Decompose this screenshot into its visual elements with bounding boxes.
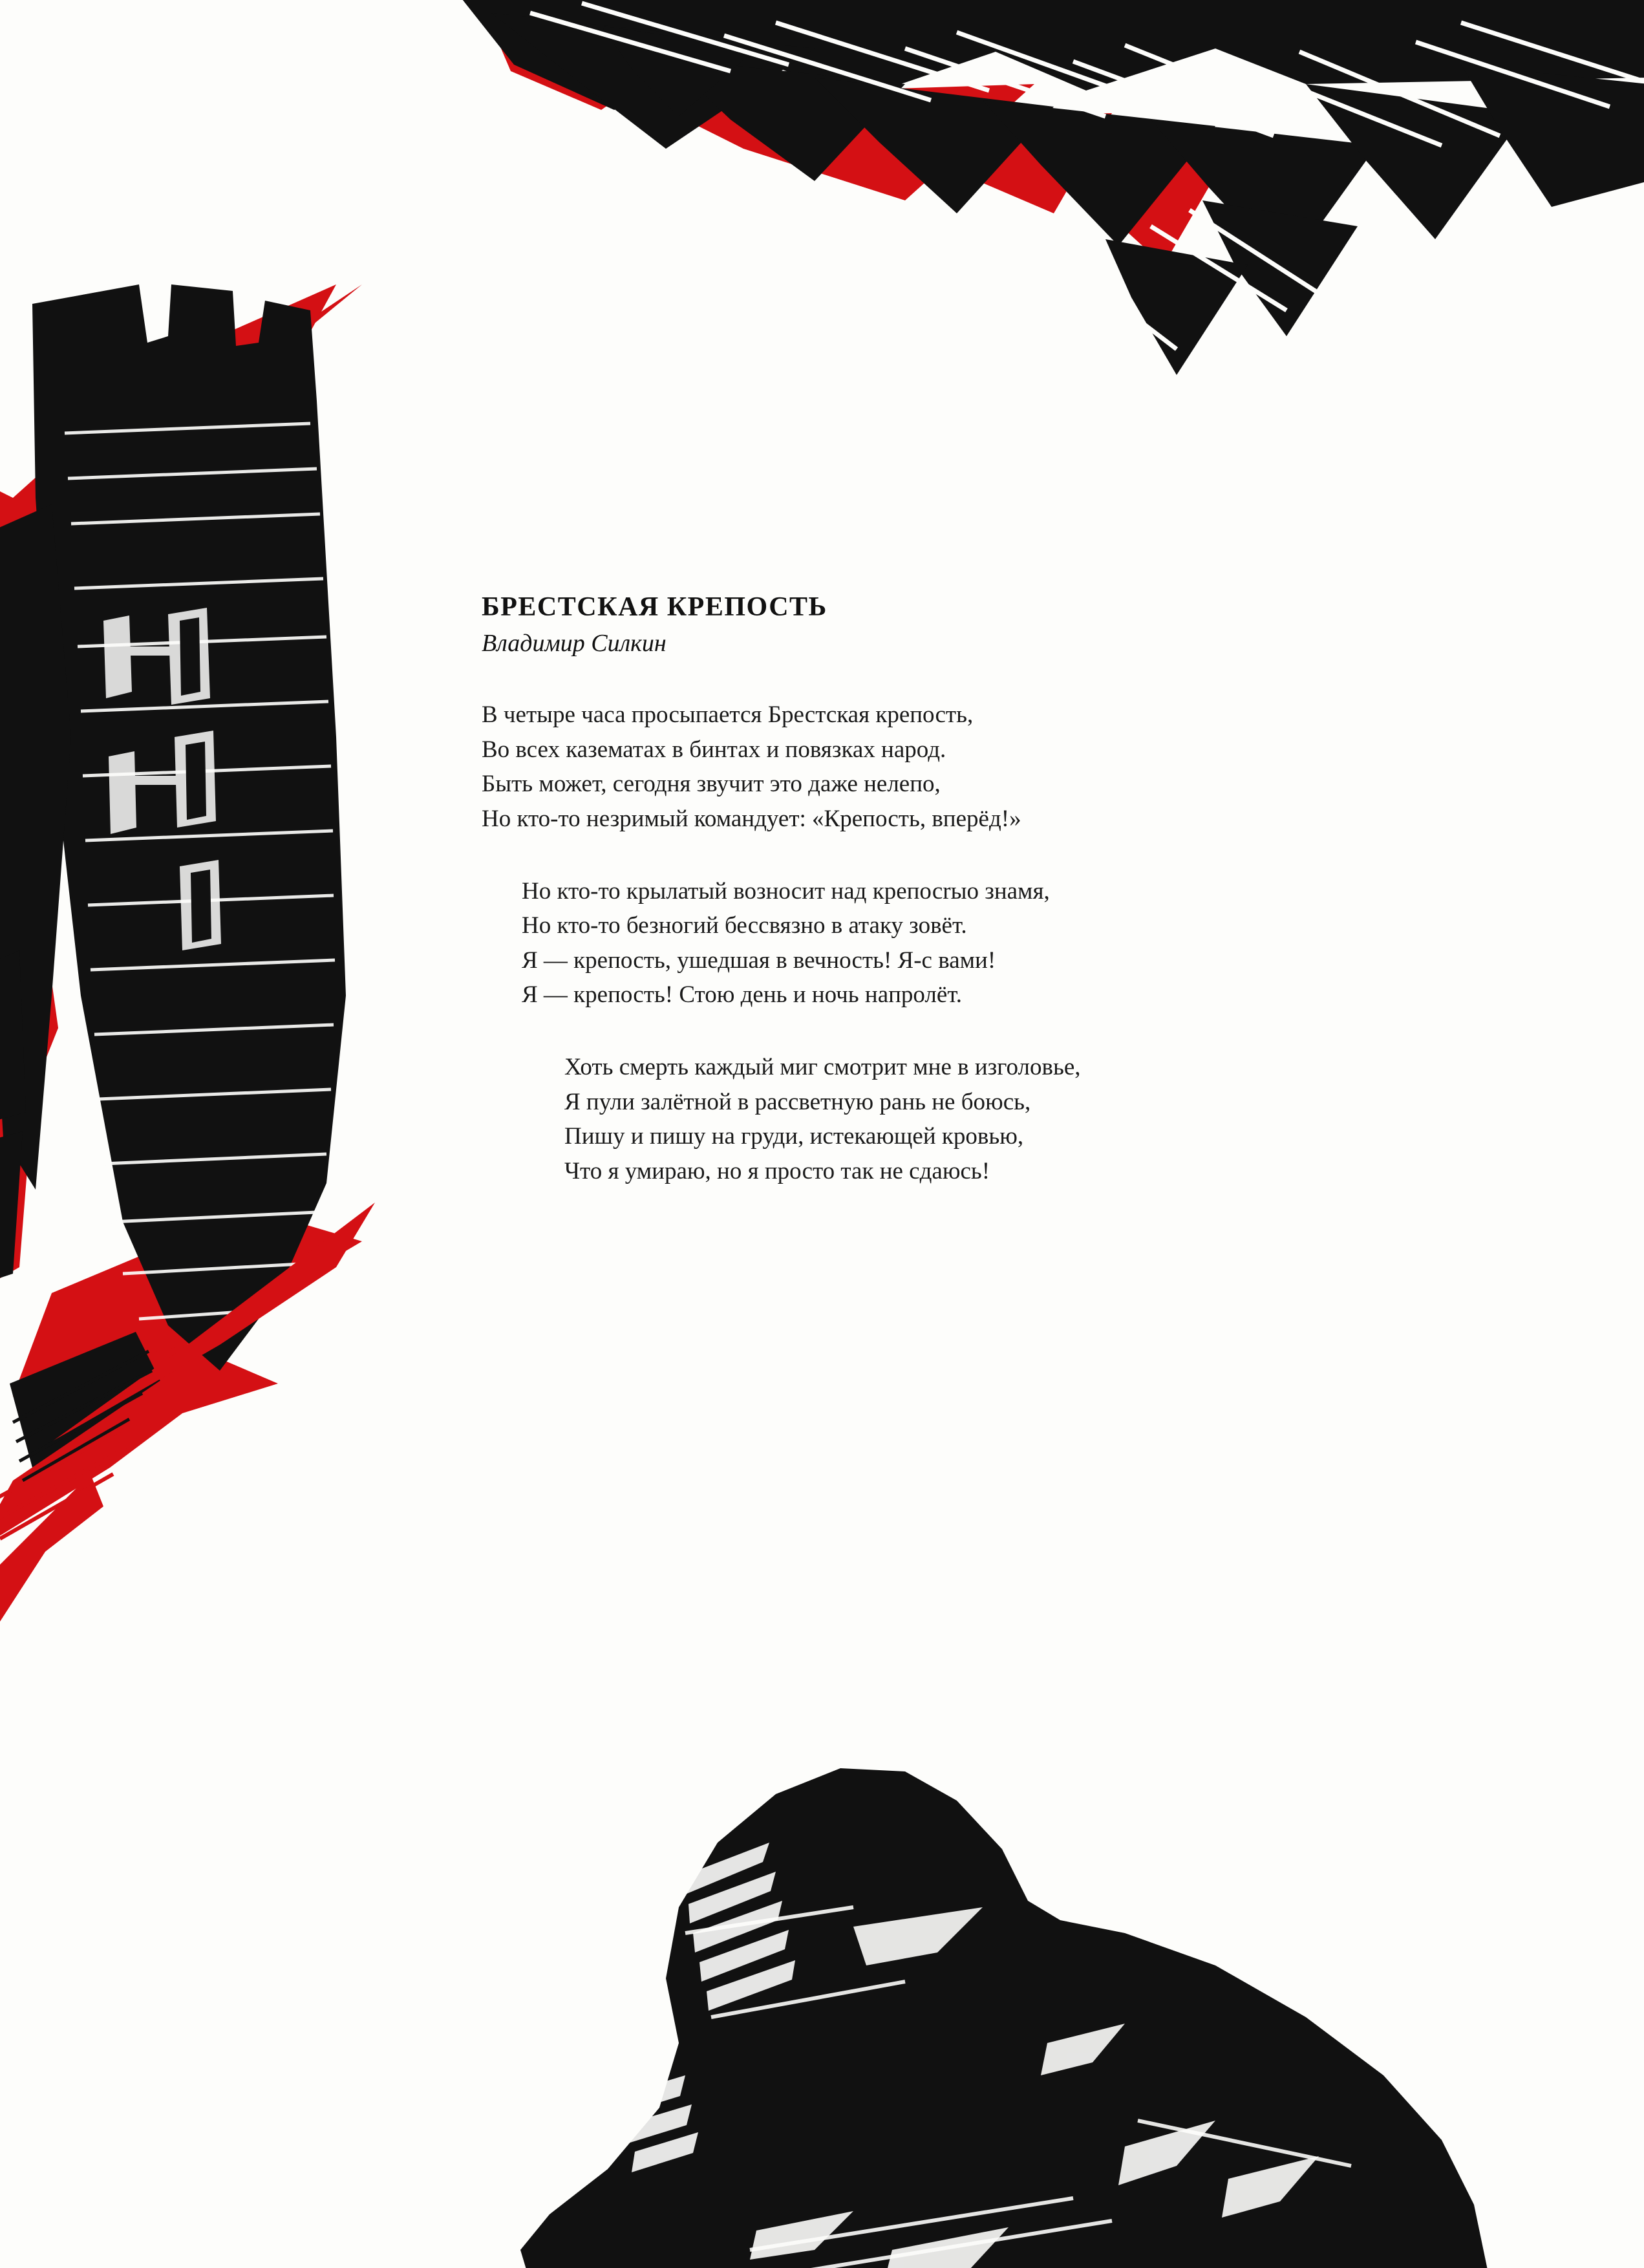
soldier-engraving-highlights (617, 1843, 1319, 2268)
black-scribble-strokes (13, 1351, 152, 1481)
poem-line: Хоть смерть каждый миг смотрит мне в изголовье, (564, 1054, 1081, 1081)
poem-line: Я пули залётной в рассветную рань не боюсь, (564, 1088, 1031, 1115)
white-highlight-strokes (530, 3, 1642, 349)
poem-line: Во всех казематах в бинтах и повязках народ. (482, 736, 946, 763)
red-background-field (0, 284, 362, 1455)
poem-text-block (482, 592, 1451, 1189)
page-title: БРЕСТСКАЯ КРЕПОСТЬ (482, 592, 827, 622)
stanza (522, 874, 1451, 1013)
stanza (564, 1050, 1451, 1189)
red-wedges (491, 26, 1235, 265)
tower-black-mass (0, 284, 346, 1468)
poem-line: Быть может, сегодня звучит это даже нелепо, (482, 771, 941, 798)
poem-line: Но кто-то безногий бессвязно в атаку зовёт. (522, 912, 967, 939)
red-scribble-strokes (0, 1429, 126, 1539)
red-lower-spikes (0, 1203, 375, 1662)
black-shards (453, 0, 1644, 375)
soldier-white-cut-lines (685, 1907, 1351, 2268)
soldier-silhouette (520, 1768, 1490, 2268)
poem-author: Владимир Силкин (482, 630, 667, 657)
tower-window-shapes (103, 608, 221, 950)
top-right-shards-illustration (453, 0, 1644, 453)
poem-line: Но кто-то крылатый возносит над крепосrыо знамя, (522, 877, 1050, 904)
left-tower-illustration (0, 284, 465, 1700)
tower-dark-detail (180, 617, 211, 943)
poem-line: В четыре часа просыпается Брестская крепость, (482, 701, 974, 728)
poem-line: Я — крепость, ушедшая в вечность! Я-с вами! (522, 947, 996, 974)
tower-engraving-lines (65, 423, 335, 1319)
stanza (482, 698, 1451, 837)
red-upper-spike (45, 284, 362, 634)
poem-line: Что я умираю, но я просто так не сдаюсь! (564, 1158, 990, 1185)
poem-line: Я — крепость! Стою день и ночь нaпролёт. (522, 981, 962, 1009)
poem-line: Но кто-то незримый командует: «Крепость, вперёд!» (482, 805, 1021, 832)
poem-line: Пишу и пишу на груди, истекающей кровью, (564, 1123, 1024, 1150)
bottom-soldier-illustration (491, 1629, 1500, 2268)
